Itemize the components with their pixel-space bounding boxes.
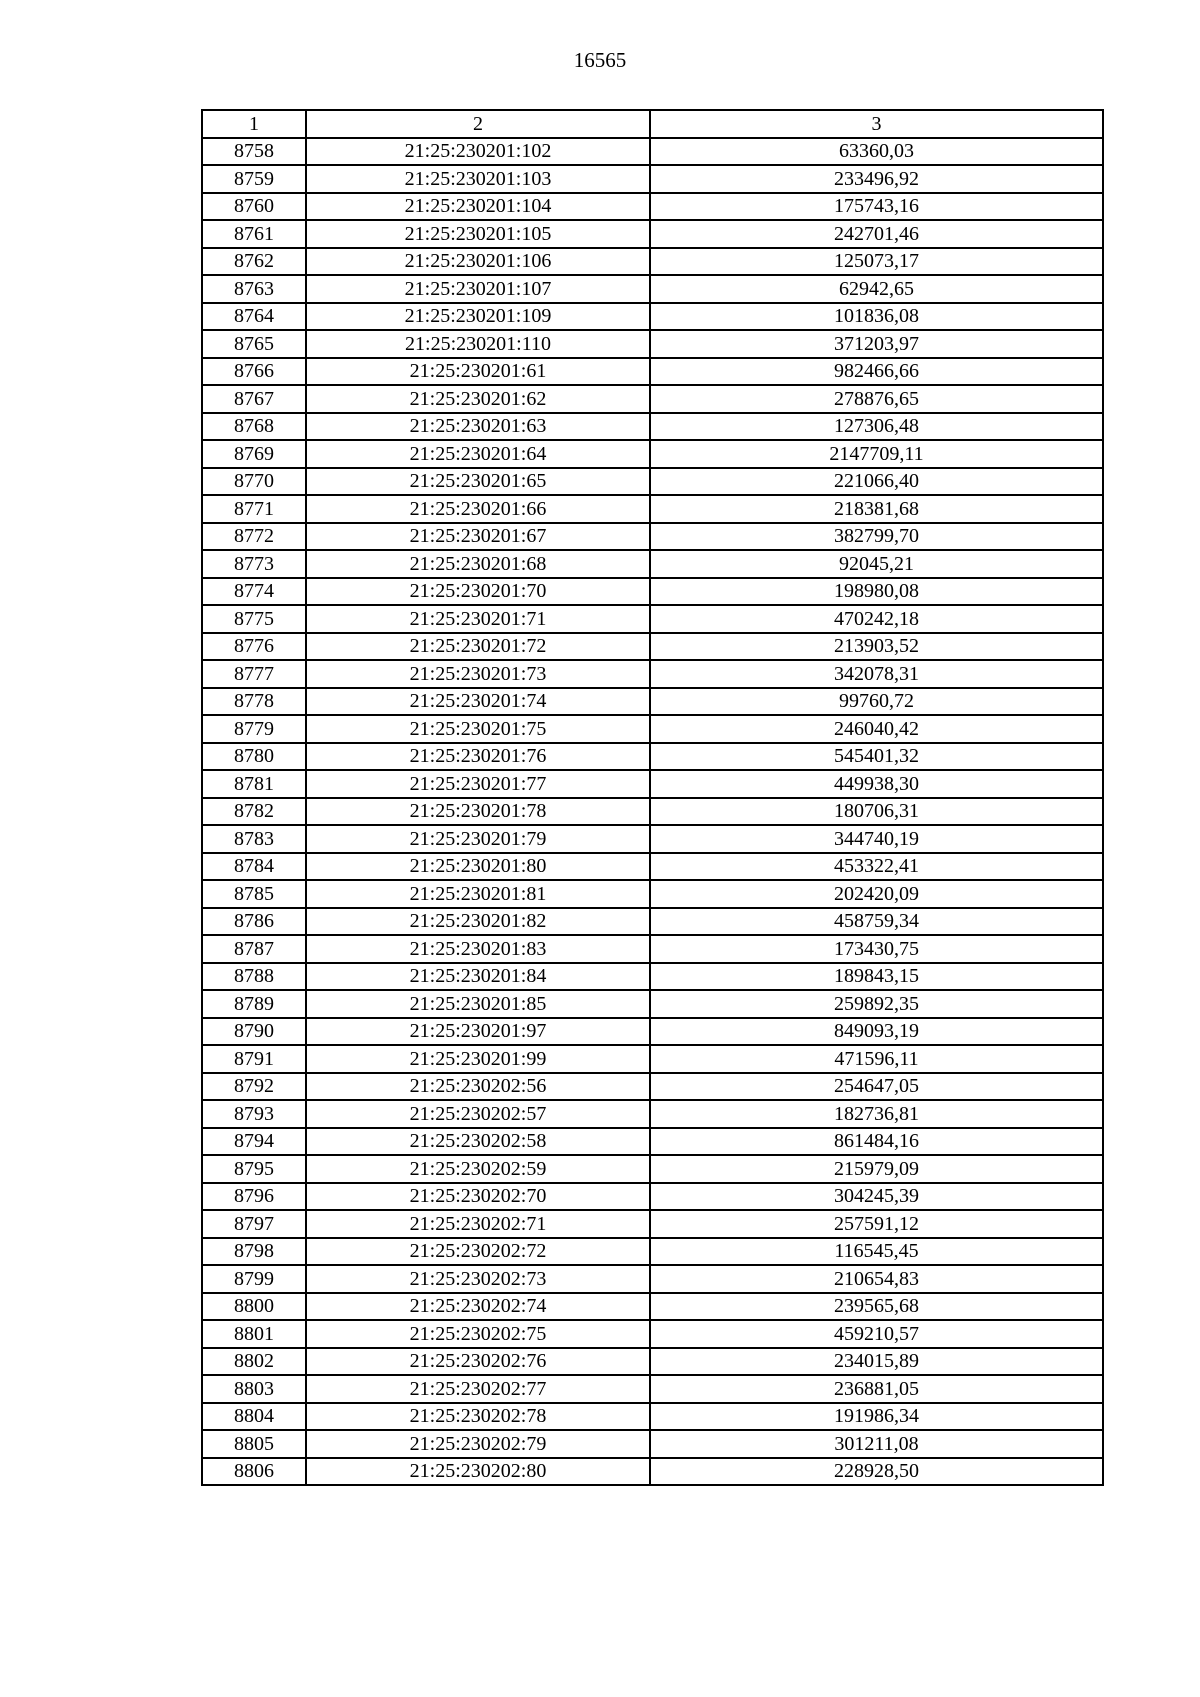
- table-cell-col-1: 8795: [202, 1155, 306, 1183]
- table-cell-col-1: 8791: [202, 1045, 306, 1073]
- column-header-1: 1: [202, 110, 306, 138]
- table-cell-col-3: 257591,12: [650, 1210, 1103, 1238]
- table-cell-col-3: 2147709,11: [650, 440, 1103, 468]
- table-cell-col-2: 21:25:230201:97: [306, 1018, 650, 1046]
- table-cell-col-2: 21:25:230201:78: [306, 798, 650, 826]
- table-row: [202, 1265, 1103, 1293]
- table-cell-col-3: 202420,09: [650, 880, 1103, 908]
- table-row: [202, 138, 1103, 166]
- table-cell-col-2: 21:25:230201:81: [306, 880, 650, 908]
- table-cell-col-2: 21:25:230201:71: [306, 605, 650, 633]
- table-row: [202, 1458, 1103, 1486]
- table-cell-col-3: 210654,83: [650, 1265, 1103, 1293]
- table-cell-col-3: 458759,34: [650, 908, 1103, 936]
- table-cell-col-3: 453322,41: [650, 853, 1103, 881]
- table-row: [202, 633, 1103, 661]
- table-row: [202, 248, 1103, 276]
- table-row: [202, 1293, 1103, 1321]
- table-cell-col-3: 234015,89: [650, 1348, 1103, 1376]
- table-cell-col-2: 21:25:230201:76: [306, 743, 650, 771]
- table-row: [202, 963, 1103, 991]
- table-cell-col-2: 21:25:230201:107: [306, 275, 650, 303]
- column-header-2: 2: [306, 110, 650, 138]
- table-cell-col-2: 21:25:230202:78: [306, 1403, 650, 1431]
- table-cell-col-3: 182736,81: [650, 1100, 1103, 1128]
- table-cell-col-3: 233496,92: [650, 165, 1103, 193]
- table-cell-col-3: 173430,75: [650, 935, 1103, 963]
- table-row: [202, 220, 1103, 248]
- table-cell-col-1: 8794: [202, 1128, 306, 1156]
- table-cell-col-1: 8769: [202, 440, 306, 468]
- table-cell-col-1: 8801: [202, 1320, 306, 1348]
- table-cell-col-1: 8779: [202, 715, 306, 743]
- table-cell-col-3: 101836,08: [650, 303, 1103, 331]
- table-cell-col-3: 304245,39: [650, 1183, 1103, 1211]
- table-cell-col-2: 21:25:230201:77: [306, 770, 650, 798]
- table-cell-col-2: 21:25:230201:99: [306, 1045, 650, 1073]
- table-cell-col-3: 459210,57: [650, 1320, 1103, 1348]
- table-cell-col-3: 127306,48: [650, 413, 1103, 441]
- table-cell-col-3: 344740,19: [650, 825, 1103, 853]
- table-row: [202, 275, 1103, 303]
- table-row: [202, 1375, 1103, 1403]
- table-cell-col-1: 8768: [202, 413, 306, 441]
- table-cell-col-3: 221066,40: [650, 468, 1103, 496]
- table-row: [202, 688, 1103, 716]
- table-cell-col-2: 21:25:230202:75: [306, 1320, 650, 1348]
- table-body: [202, 138, 1103, 1486]
- table-cell-col-1: 8788: [202, 963, 306, 991]
- table-cell-col-3: 191986,34: [650, 1403, 1103, 1431]
- table-row: [202, 330, 1103, 358]
- table-row: [202, 1018, 1103, 1046]
- table-cell-col-3: 471596,11: [650, 1045, 1103, 1073]
- data-table: [201, 109, 1104, 1486]
- table-cell-col-3: 254647,05: [650, 1073, 1103, 1101]
- table-row: [202, 1403, 1103, 1431]
- table-cell-col-1: 8771: [202, 495, 306, 523]
- table-row: [202, 303, 1103, 331]
- table-row: [202, 1320, 1103, 1348]
- table-cell-col-2: 21:25:230201:64: [306, 440, 650, 468]
- table-row: [202, 413, 1103, 441]
- table-cell-col-3: 849093,19: [650, 1018, 1103, 1046]
- table-cell-col-2: 21:25:230201:82: [306, 908, 650, 936]
- table-cell-col-2: 21:25:230202:58: [306, 1128, 650, 1156]
- table-cell-col-2: 21:25:230202:59: [306, 1155, 650, 1183]
- table-cell-col-1: 8802: [202, 1348, 306, 1376]
- table-row: [202, 193, 1103, 221]
- table-row: [202, 523, 1103, 551]
- table-cell-col-3: 125073,17: [650, 248, 1103, 276]
- table-cell-col-2: 21:25:230201:80: [306, 853, 650, 881]
- table-cell-col-3: 449938,30: [650, 770, 1103, 798]
- table-row: [202, 770, 1103, 798]
- table-cell-col-3: 371203,97: [650, 330, 1103, 358]
- table-cell-col-2: 21:25:230201:63: [306, 413, 650, 441]
- table-cell-col-1: 8806: [202, 1458, 306, 1486]
- table-cell-col-2: 21:25:230202:76: [306, 1348, 650, 1376]
- table-cell-col-3: 215979,09: [650, 1155, 1103, 1183]
- table-row: [202, 495, 1103, 523]
- table-row: [202, 1238, 1103, 1266]
- table-cell-col-1: 8799: [202, 1265, 306, 1293]
- table-cell-col-2: 21:25:230202:74: [306, 1293, 650, 1321]
- table-cell-col-2: 21:25:230201:106: [306, 248, 650, 276]
- table-cell-col-2: 21:25:230202:70: [306, 1183, 650, 1211]
- table-cell-col-1: 8798: [202, 1238, 306, 1266]
- table-cell-col-3: 470242,18: [650, 605, 1103, 633]
- table-cell-col-1: 8767: [202, 385, 306, 413]
- table-cell-col-1: 8793: [202, 1100, 306, 1128]
- table-cell-col-1: 8800: [202, 1293, 306, 1321]
- table-cell-col-2: 21:25:230202:56: [306, 1073, 650, 1101]
- table-row: [202, 1045, 1103, 1073]
- table-cell-col-3: 278876,65: [650, 385, 1103, 413]
- table-cell-col-1: 8770: [202, 468, 306, 496]
- table-cell-col-3: 239565,68: [650, 1293, 1103, 1321]
- table-cell-col-1: 8804: [202, 1403, 306, 1431]
- table-cell-col-3: 62942,65: [650, 275, 1103, 303]
- table-cell-col-2: 21:25:230201:72: [306, 633, 650, 661]
- table-cell-col-3: 218381,68: [650, 495, 1103, 523]
- table-cell-col-3: 228928,50: [650, 1458, 1103, 1486]
- table-cell-col-2: 21:25:230201:68: [306, 550, 650, 578]
- table-cell-col-2: 21:25:230201:79: [306, 825, 650, 853]
- table-cell-col-2: 21:25:230201:110: [306, 330, 650, 358]
- table-cell-col-2: 21:25:230201:65: [306, 468, 650, 496]
- table-cell-col-1: 8781: [202, 770, 306, 798]
- table-cell-col-1: 8766: [202, 358, 306, 386]
- table-cell-col-1: 8797: [202, 1210, 306, 1238]
- table-cell-col-3: 92045,21: [650, 550, 1103, 578]
- table-cell-col-3: 259892,35: [650, 990, 1103, 1018]
- table-cell-col-3: 342078,31: [650, 660, 1103, 688]
- table-cell-col-1: 8783: [202, 825, 306, 853]
- table-cell-col-3: 189843,15: [650, 963, 1103, 991]
- table-row: [202, 385, 1103, 413]
- table-cell-col-3: 982466,66: [650, 358, 1103, 386]
- table-cell-col-1: 8776: [202, 633, 306, 661]
- table-cell-col-1: 8773: [202, 550, 306, 578]
- table-cell-col-2: 21:25:230201:70: [306, 578, 650, 606]
- table-cell-col-3: 242701,46: [650, 220, 1103, 248]
- table-cell-col-2: 21:25:230201:66: [306, 495, 650, 523]
- table-cell-col-2: 21:25:230202:72: [306, 1238, 650, 1266]
- table-row: [202, 660, 1103, 688]
- table-cell-col-1: 8759: [202, 165, 306, 193]
- table-row: [202, 935, 1103, 963]
- table-cell-col-2: 21:25:230201:109: [306, 303, 650, 331]
- table-cell-col-1: 8774: [202, 578, 306, 606]
- table-row: [202, 1100, 1103, 1128]
- table-cell-col-1: 8772: [202, 523, 306, 551]
- table-cell-col-3: 246040,42: [650, 715, 1103, 743]
- table-cell-col-2: 21:25:230202:80: [306, 1458, 650, 1486]
- table-cell-col-1: 8760: [202, 193, 306, 221]
- table-cell-col-2: 21:25:230201:105: [306, 220, 650, 248]
- table-cell-col-1: 8780: [202, 743, 306, 771]
- table-cell-col-3: 63360,03: [650, 138, 1103, 166]
- table-cell-col-1: 8789: [202, 990, 306, 1018]
- table-cell-col-3: 116545,45: [650, 1238, 1103, 1266]
- column-header-3: 3: [650, 110, 1103, 138]
- table-cell-col-3: 180706,31: [650, 798, 1103, 826]
- table-cell-col-1: 8786: [202, 908, 306, 936]
- table-cell-col-2: 21:25:230202:57: [306, 1100, 650, 1128]
- table-cell-col-1: 8792: [202, 1073, 306, 1101]
- page-number: 16565: [573, 48, 627, 72]
- table-row: [202, 358, 1103, 386]
- table-header-row: [202, 110, 1103, 138]
- table-cell-col-3: 301211,08: [650, 1430, 1103, 1458]
- table-cell-col-1: 8761: [202, 220, 306, 248]
- table-cell-col-2: 21:25:230201:75: [306, 715, 650, 743]
- table-cell-col-3: 236881,05: [650, 1375, 1103, 1403]
- table-cell-col-1: 8782: [202, 798, 306, 826]
- table-row: [202, 1348, 1103, 1376]
- table-cell-col-2: 21:25:230201:104: [306, 193, 650, 221]
- table-cell-col-3: 861484,16: [650, 1128, 1103, 1156]
- table-cell-col-2: 21:25:230202:71: [306, 1210, 650, 1238]
- table-cell-col-1: 8805: [202, 1430, 306, 1458]
- table-row: [202, 715, 1103, 743]
- table-row: [202, 605, 1103, 633]
- table-row: [202, 1183, 1103, 1211]
- table-cell-col-1: 8803: [202, 1375, 306, 1403]
- table-cell-col-3: 198980,08: [650, 578, 1103, 606]
- table-cell-col-2: 21:25:230202:79: [306, 1430, 650, 1458]
- table-cell-col-1: 8763: [202, 275, 306, 303]
- table-row: [202, 440, 1103, 468]
- table-row: [202, 1073, 1103, 1101]
- table-cell-col-2: 21:25:230201:67: [306, 523, 650, 551]
- table-cell-col-3: 99760,72: [650, 688, 1103, 716]
- table-cell-col-1: 8796: [202, 1183, 306, 1211]
- table-cell-col-2: 21:25:230201:103: [306, 165, 650, 193]
- table-cell-col-1: 8790: [202, 1018, 306, 1046]
- table-cell-col-1: 8777: [202, 660, 306, 688]
- table-cell-col-2: 21:25:230202:73: [306, 1265, 650, 1293]
- table-cell-col-1: 8784: [202, 853, 306, 881]
- table-row: [202, 578, 1103, 606]
- table-cell-col-1: 8775: [202, 605, 306, 633]
- table-cell-col-2: 21:25:230201:74: [306, 688, 650, 716]
- table-cell-col-3: 175743,16: [650, 193, 1103, 221]
- table-cell-col-3: 382799,70: [650, 523, 1103, 551]
- table-cell-col-2: 21:25:230202:77: [306, 1375, 650, 1403]
- table-cell-col-2: 21:25:230201:62: [306, 385, 650, 413]
- table-cell-col-1: 8785: [202, 880, 306, 908]
- table-cell-col-3: 545401,32: [650, 743, 1103, 771]
- table-cell-col-2: 21:25:230201:61: [306, 358, 650, 386]
- table-cell-col-1: 8765: [202, 330, 306, 358]
- table-row: [202, 908, 1103, 936]
- table-header: [202, 110, 1103, 138]
- table-cell-col-1: 8758: [202, 138, 306, 166]
- table-row: [202, 825, 1103, 853]
- table-row: [202, 1210, 1103, 1238]
- table-cell-col-2: 21:25:230201:102: [306, 138, 650, 166]
- table-row: [202, 165, 1103, 193]
- table-row: [202, 550, 1103, 578]
- table-cell-col-1: 8787: [202, 935, 306, 963]
- table-row: [202, 1128, 1103, 1156]
- table-cell-col-2: 21:25:230201:73: [306, 660, 650, 688]
- table-row: [202, 468, 1103, 496]
- table-cell-col-2: 21:25:230201:85: [306, 990, 650, 1018]
- table-cell-col-1: 8778: [202, 688, 306, 716]
- table-cell-col-2: 21:25:230201:83: [306, 935, 650, 963]
- table-row: [202, 743, 1103, 771]
- table-row: [202, 880, 1103, 908]
- table-row: [202, 990, 1103, 1018]
- table-cell-col-3: 213903,52: [650, 633, 1103, 661]
- table-cell-col-1: 8762: [202, 248, 306, 276]
- table-row: [202, 853, 1103, 881]
- table-row: [202, 1155, 1103, 1183]
- table-row: [202, 798, 1103, 826]
- table-row: [202, 1430, 1103, 1458]
- table-cell-col-2: 21:25:230201:84: [306, 963, 650, 991]
- table-cell-col-1: 8764: [202, 303, 306, 331]
